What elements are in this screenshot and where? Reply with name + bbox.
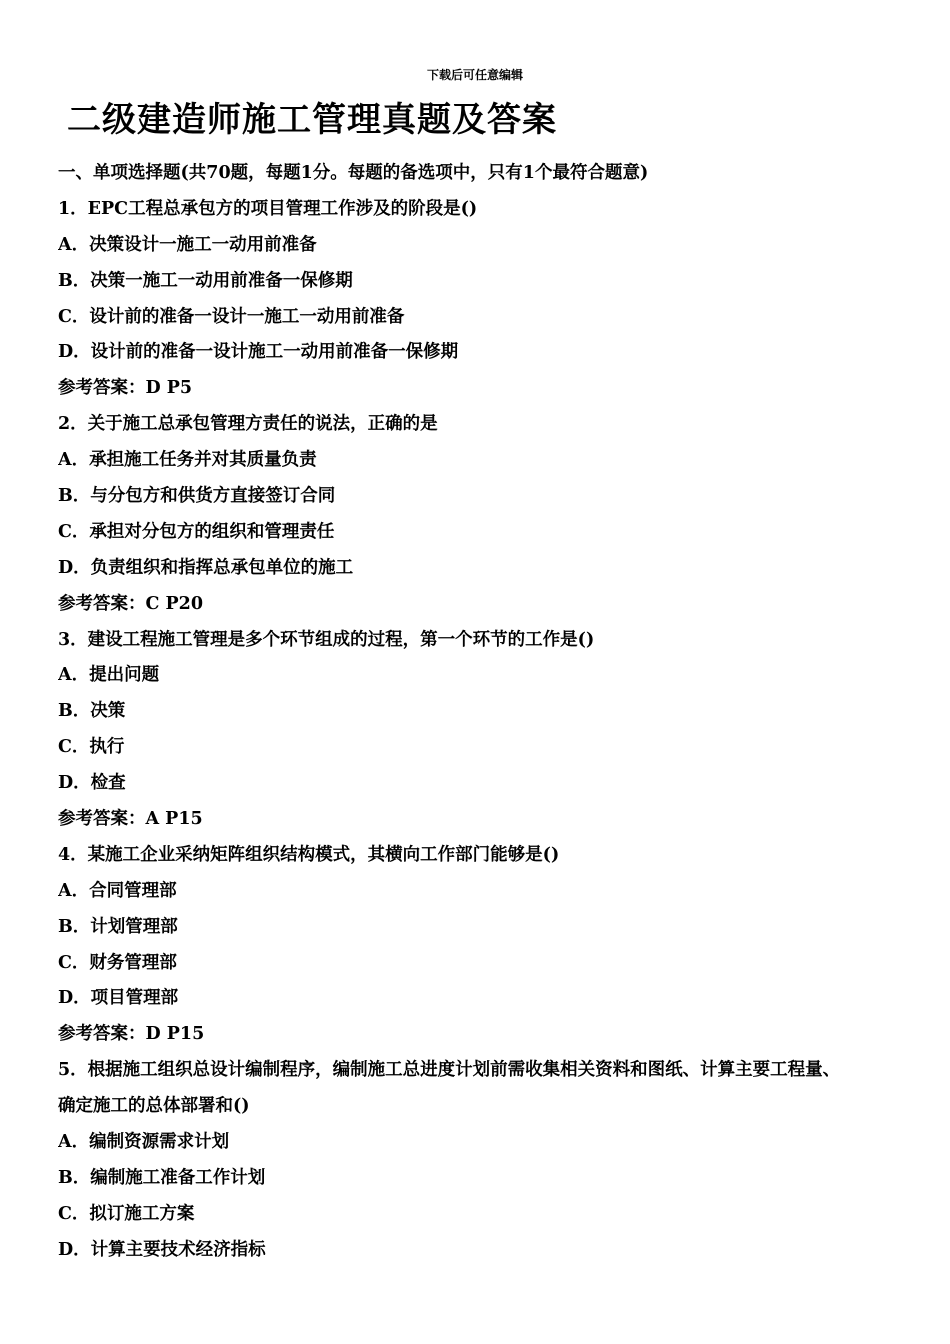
- question-5: [58, 1053, 918, 1268]
- question-stem: 1．EPC工程总承包方的项目管理工作涉及的阶段是(): [58, 198, 478, 219]
- option-b: B．与分包方和供货方直接签订合同: [58, 486, 336, 507]
- option-d: D．计算主要技术经济指标: [58, 1239, 266, 1260]
- question-stem: 3．建设工程施工管理是多个环节组成的过程，第一个环节的工作是(): [58, 629, 595, 650]
- option-c: C．执行: [58, 737, 125, 758]
- header-note: 下载后可任意编辑: [426, 68, 523, 82]
- document-body: [58, 156, 918, 1269]
- option-b: B．编制施工准备工作计划: [58, 1167, 266, 1188]
- option-a: A．提出问题: [58, 665, 160, 686]
- option-b: B．决策: [58, 701, 126, 722]
- question-1: [58, 192, 918, 407]
- question-stem: 4．某施工企业采纳矩阵组织结构模式，其横向工作部门能够是(): [58, 844, 560, 865]
- option-b: B．决策一施工一动用前准备一保修期: [58, 270, 353, 291]
- question-stem: 2．关于施工总承包管理方责任的说法，正确的是: [58, 414, 438, 435]
- option-a: A．合同管理部: [58, 880, 177, 901]
- question-stem-continued: 确定施工的总体部署和(): [58, 1096, 250, 1117]
- document-title: 二级建造师施工管理真题及答案: [67, 100, 557, 140]
- question-3: [58, 623, 918, 838]
- option-a: A．承担施工任务并对其质量负责: [58, 450, 317, 471]
- option-c: C．设计前的准备一设计一施工一动用前准备: [58, 306, 405, 327]
- option-b: B．计划管理部: [58, 916, 178, 937]
- option-c: C．拟订施工方案: [58, 1203, 195, 1224]
- reference-answer: 参考答案：C P20: [58, 593, 204, 614]
- reference-answer: 参考答案：D P5: [58, 378, 193, 399]
- question-2: [58, 407, 918, 622]
- reference-answer: 参考答案：A P15: [58, 809, 203, 830]
- section-heading: 一、单项选择题(共70题，每题1分。每题的备选项中，只有1个最符合题意): [58, 163, 649, 183]
- option-a: A．决策设计一施工一动用前准备: [58, 234, 317, 255]
- question-4: [58, 838, 918, 1053]
- option-d: D．项目管理部: [58, 988, 179, 1009]
- reference-answer: 参考答案：D P15: [58, 1024, 205, 1045]
- option-d: D．检查: [58, 773, 126, 794]
- option-d: D．设计前的准备一设计施工一动用前准备一保修期: [58, 342, 459, 363]
- option-a: A．编制资源需求计划: [58, 1132, 230, 1153]
- option-c: C．承担对分包方的组织和管理责任: [58, 521, 335, 542]
- question-stem: 5．根据施工组织总设计编制程序，编制施工总进度计划前需收集相关资料和图纸、计算主要工程量、: [58, 1060, 841, 1081]
- option-c: C．财务管理部: [58, 952, 177, 973]
- option-d: D．负责组织和指挥总承包单位的施工: [58, 557, 354, 578]
